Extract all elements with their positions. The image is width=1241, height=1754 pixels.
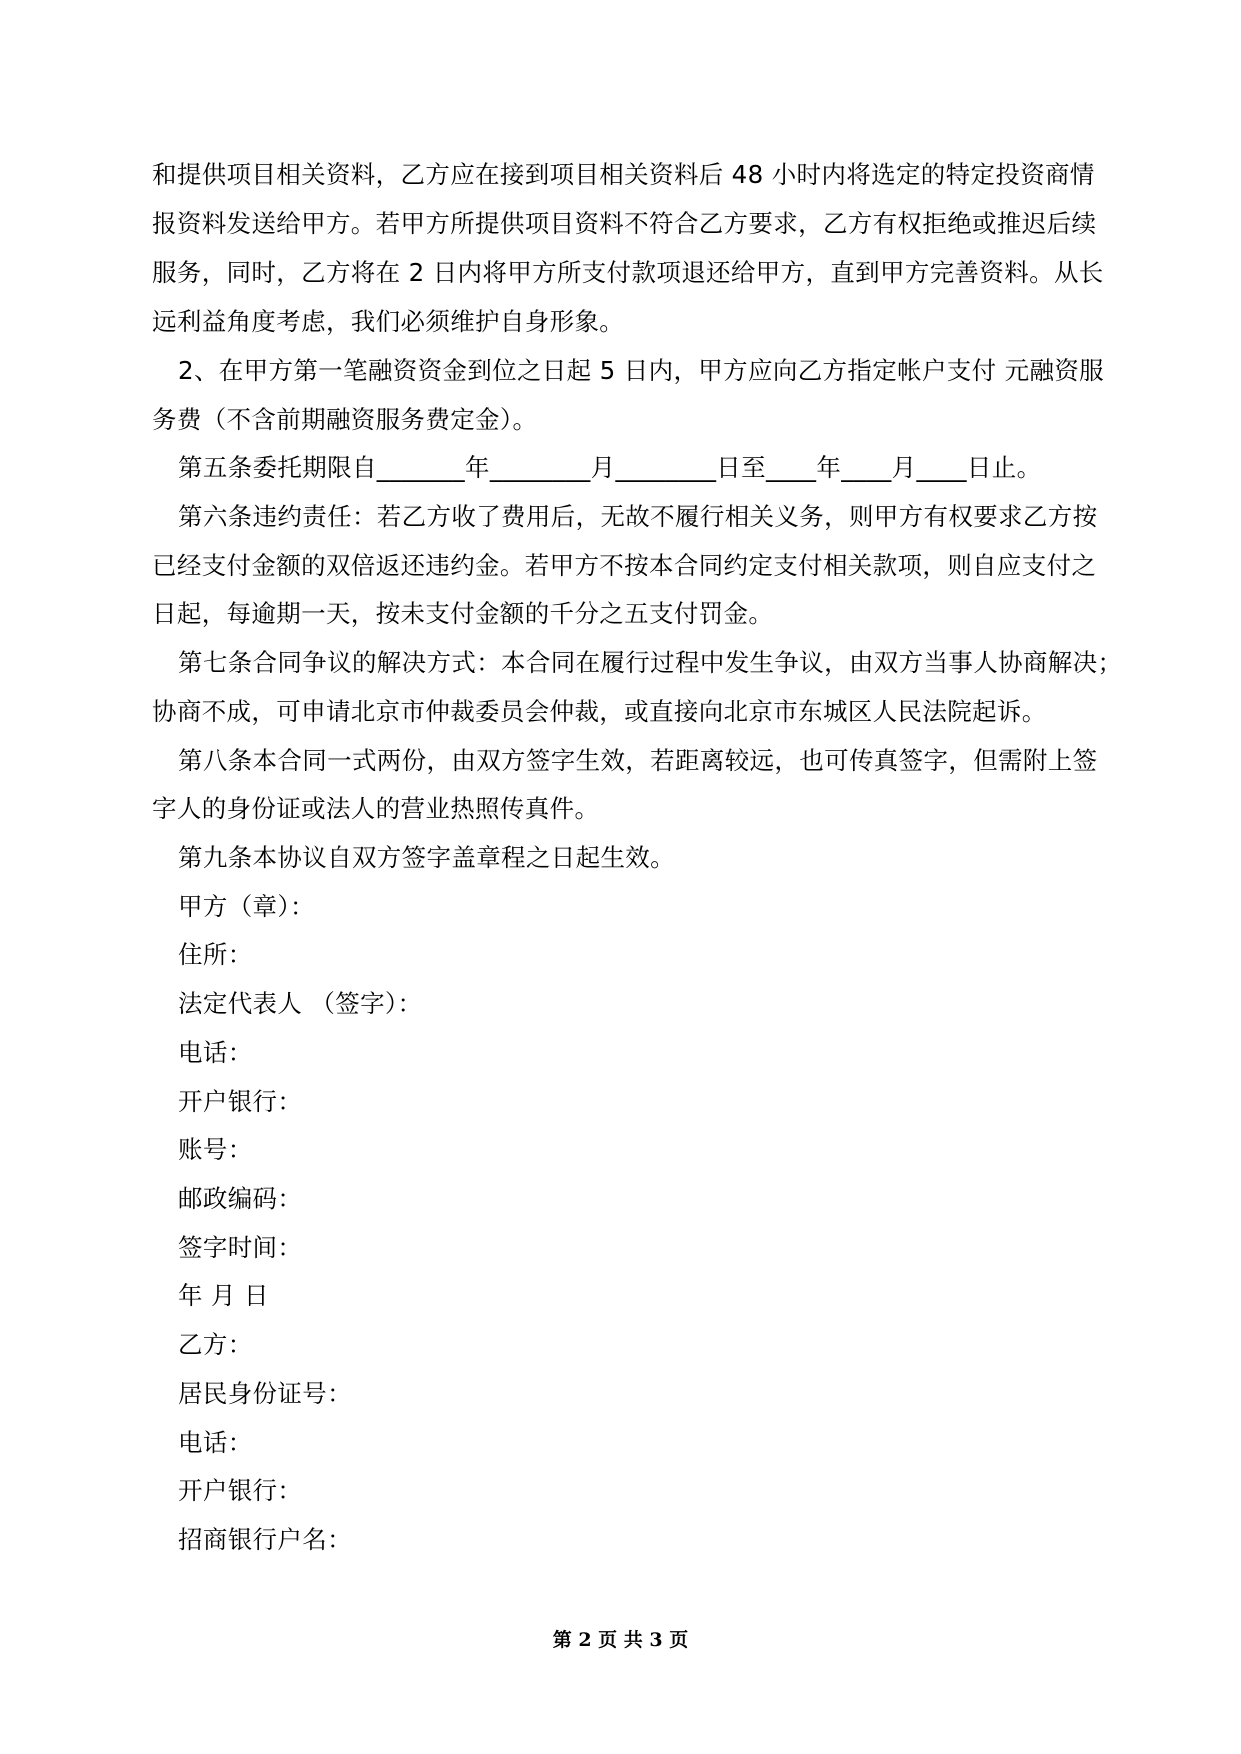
paragraph-line: 务费（不含前期融资服务费定金）。 [152,405,538,434]
paragraph-line: 第八条本合同一式两份，由双方签字生效，若距离较远，也可传真签字，但需附上签 [178,746,1098,775]
signature-field-line: 招商银行户名： [178,1525,352,1554]
signature-field-line: 账号： [178,1135,253,1164]
signature-field-line: 年 月 日 [178,1281,269,1310]
signature-field-line: 乙方： [178,1330,253,1359]
signature-field-line: 法定代表人 （签字）： [178,989,423,1018]
signature-field-line: 开户银行： [178,1087,303,1116]
signature-field-line: 住所： [178,940,253,969]
signature-field-line: 居民身份证号： [178,1379,352,1408]
paragraph-line: 2、在甲方第一笔融资资金到位之日起 5 日内，甲方应向乙方指定帐户支付 元融资服 [178,356,1105,385]
paragraph-line: 已经支付金额的双倍返还违约金。若甲方不按本合同约定支付相关款项，则自应支付之 [152,551,1097,580]
signature-field-line: 邮政编码： [178,1184,303,1213]
paragraph-line: 第五条委托期限自_______年________月________日至____年____月____日止。 [178,453,1042,482]
paragraph-line: 服务，同时，乙方将在 2 日内将甲方所支付款项退还给甲方，直到甲方完善资料。从长 [152,258,1104,287]
signature-field-line: 开户银行： [178,1476,303,1505]
paragraph-line: 第九条本协议自双方签字盖章程之日起生效。 [178,843,675,872]
page-number-footer: 第 2 页 共 3 页 [552,1629,689,1651]
signature-field-line: 电话： [178,1428,253,1457]
paragraph-line: 远利益角度考虑，我们必须维护自身形象。 [152,307,625,336]
paragraph-line: 日起，每逾期一天，按未支付金额的千分之五支付罚金。 [152,599,774,628]
paragraph-line: 报资料发送给甲方。若甲方所提供项目资料不符合乙方要求，乙方有权拒绝或推迟后续 [152,209,1097,238]
paragraph-line: 第七条合同争议的解决方式：本合同在履行过程中发生争议，由双方当事人协商解决； [178,648,1123,677]
paragraph-line: 和提供项目相关资料，乙方应在接到项目相关资料后 48 小时内将选定的特定投资商情 [152,160,1095,189]
paragraph-line: 字人的身份证或法人的营业热照传真件。 [152,794,600,823]
paragraph-line: 第六条违约责任：若乙方收了费用后，无故不履行相关义务，则甲方有权要求乙方按 [178,502,1098,531]
paragraph-line: 协商不成，可申请北京市仲裁委员会仲裁，或直接向北京市东城区人民法院起诉。 [152,697,1047,726]
signature-field-line: 电话： [178,1038,253,1067]
signature-field-line: 签字时间： [178,1233,303,1262]
signature-field-line: 甲方（章）： [178,892,315,921]
